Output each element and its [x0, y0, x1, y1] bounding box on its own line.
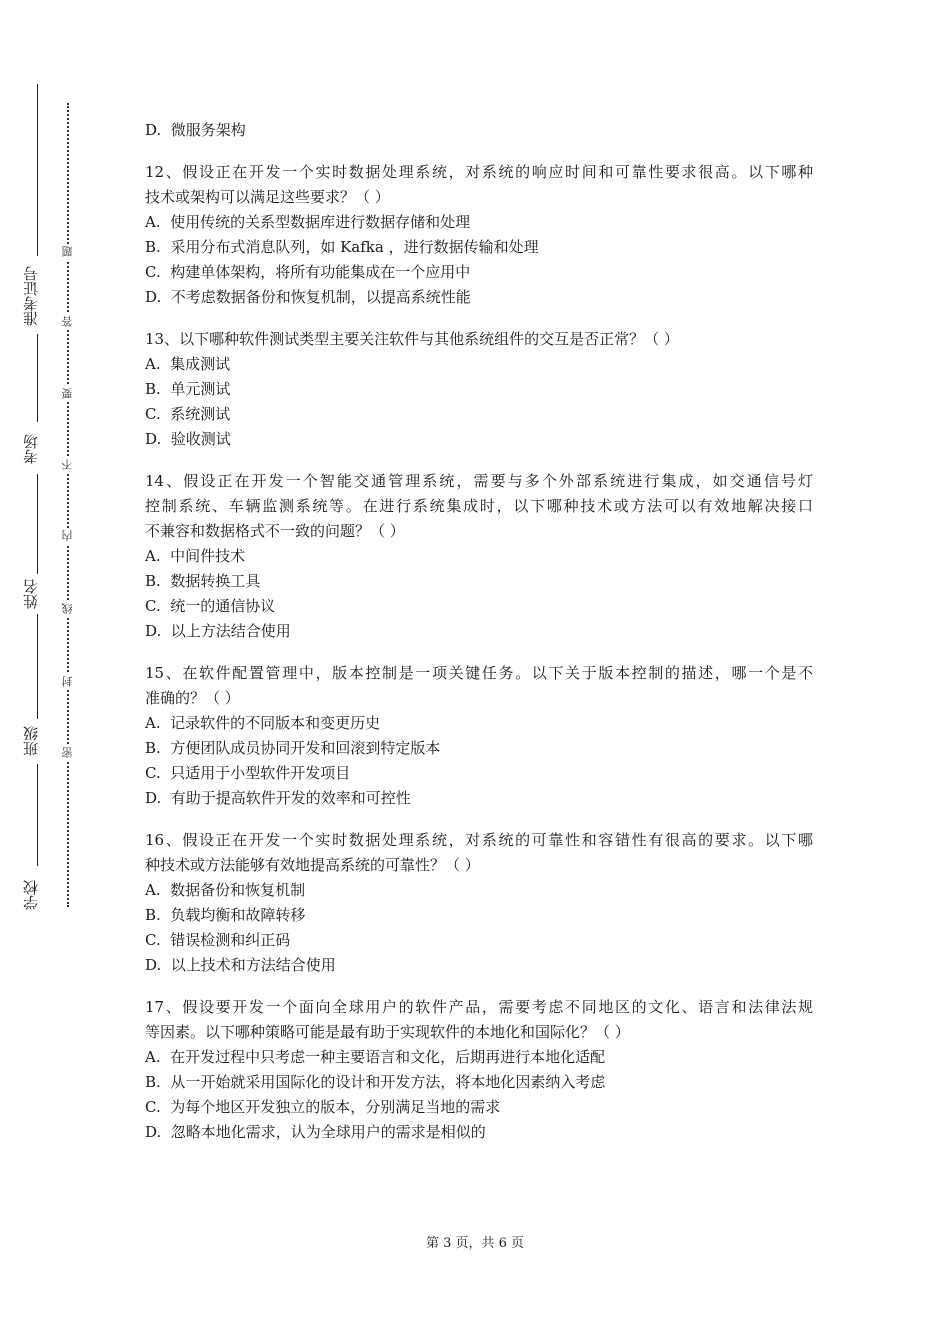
option-c: C. 为每个地区开发独立的版本，分别满足当地的需求 — [145, 1098, 501, 1116]
option-c: C. 构建单体架构，将所有功能集成在一个应用中 — [145, 263, 471, 281]
option-text: D. 微服务架构 — [145, 121, 246, 139]
question-13 — [145, 327, 813, 452]
question-text-line: 14、假设正在开发一个智能交通管理系统，需要与多个外部系统进行集成，如交通信号灯 — [145, 472, 813, 490]
seal-char: 密 — [61, 745, 75, 761]
option-b: B. 单元测试 — [145, 380, 231, 398]
option-a: A. 集成测试 — [145, 355, 231, 373]
question-text-line: 等因素。以下哪种策略可能是最有助于实现软件的本地化和国际化？（ ） — [145, 1023, 630, 1041]
page-number: 第 3 页，共 6 页 — [425, 1236, 525, 1251]
seal-char: 答 — [61, 314, 75, 330]
seal-dotted-line — [67, 103, 69, 907]
option-b: B. 方便团队成员协同开发和回滚到特定版本 — [145, 739, 441, 757]
seal-char: 不 — [61, 457, 75, 473]
binding-line-segment — [37, 614, 38, 719]
binding-line-segment — [37, 764, 38, 866]
option-c: C. 统一的通信协议 — [145, 597, 276, 615]
label-class: 班级 — [22, 726, 40, 756]
question-text-line: 17、假设要开发一个面向全球用户的软件产品，需要考虑不同地区的文化、语言和法律法规 — [145, 998, 813, 1016]
seal-char: 内 — [61, 528, 75, 544]
option-c: C. 只适用于小型软件开发项目 — [145, 764, 351, 782]
question-text-line: 控制系统、车辆监测系统等。在进行系统集成时，以下哪种技术或方法可以有效地解决接口 — [145, 497, 813, 515]
binding-line-segment — [37, 334, 38, 422]
option-d: D. 以上技术和方法结合使用 — [145, 956, 336, 974]
option-b: B. 数据转换工具 — [145, 572, 261, 590]
question-text-line: 13、以下哪种软件测试类型主要关注软件与其他系统组件的交互是否正常？（ ） — [145, 330, 679, 348]
seal-char: 线 — [61, 601, 75, 617]
binding-line-segment — [37, 84, 38, 256]
option-c: C. 错误检测和纠正码 — [145, 931, 291, 949]
question-text-line: 种技术或方法能够有效地提高系统的可靠性？（ ） — [145, 856, 480, 874]
question-list — [145, 118, 813, 1145]
option-b: B. 采用分布式消息队列，如 Kafka ，进行数据传输和处理 — [145, 238, 539, 256]
option-a: A. 中间件技术 — [145, 547, 246, 565]
question-16 — [145, 828, 813, 978]
option-a: A. 使用传统的关系型数据库进行数据存储和处理 — [145, 213, 471, 231]
seal-char: 题 — [61, 244, 75, 260]
option-a: A. 数据备份和恢复机制 — [145, 881, 306, 899]
option-c: C. 系统测试 — [145, 405, 231, 423]
question-17 — [145, 995, 813, 1145]
option-b: B. 从一开始就采用国际化的设计和开发方法，将本地化因素纳入考虑 — [145, 1073, 606, 1091]
label-exam-number: 准考证号 — [22, 266, 40, 326]
question-12 — [145, 160, 813, 310]
question-15 — [145, 661, 813, 811]
option-d: D. 不考虑数据备份和恢复机制，以提高系统性能 — [145, 288, 471, 306]
option-b: B. 负载均衡和故障转移 — [145, 906, 306, 924]
binding-line-segment — [37, 474, 38, 574]
option-a: A. 记录软件的不同版本和变更历史 — [145, 714, 381, 732]
option-d: D. 有助于提高软件开发的效率和可控性 — [145, 789, 411, 807]
option-d: D. 忽略本地化需求，认为全球用户的需求是相似的 — [145, 1123, 486, 1141]
question-text-line: 准确的？（ ） — [145, 689, 240, 707]
question-text-line: 不兼容和数据格式不一致的问题？（ ） — [145, 522, 405, 540]
option-d: D. 以上方法结合使用 — [145, 622, 291, 640]
question-text-line: 技术或架构可以满足这些要求？（ ） — [145, 188, 390, 206]
label-exam-room: 考场 — [22, 434, 40, 464]
question-text-line: 16、假设正在开发一个实时数据处理系统，对系统的可靠性和容错性有很高的要求。以下哪 — [145, 831, 813, 849]
seal-char: 要 — [61, 386, 75, 402]
question-text-line: 15、在软件配置管理中，版本控制是一项关键任务。以下关于版本控制的描述，哪一个是不 — [145, 664, 813, 682]
option-d: D. 验收测试 — [145, 430, 231, 448]
question-text-line: 12、假设正在开发一个实时数据处理系统，对系统的响应时间和可靠性要求很高。以下哪种 — [145, 163, 813, 181]
label-name: 姓名 — [22, 579, 40, 609]
question-14 — [145, 469, 813, 644]
label-school: 学校 — [22, 880, 40, 910]
seal-char: 封 — [61, 674, 75, 690]
option-a: A. 在开发过程中只考虑一种主要语言和文化，后期再进行本地化适配 — [145, 1048, 606, 1066]
